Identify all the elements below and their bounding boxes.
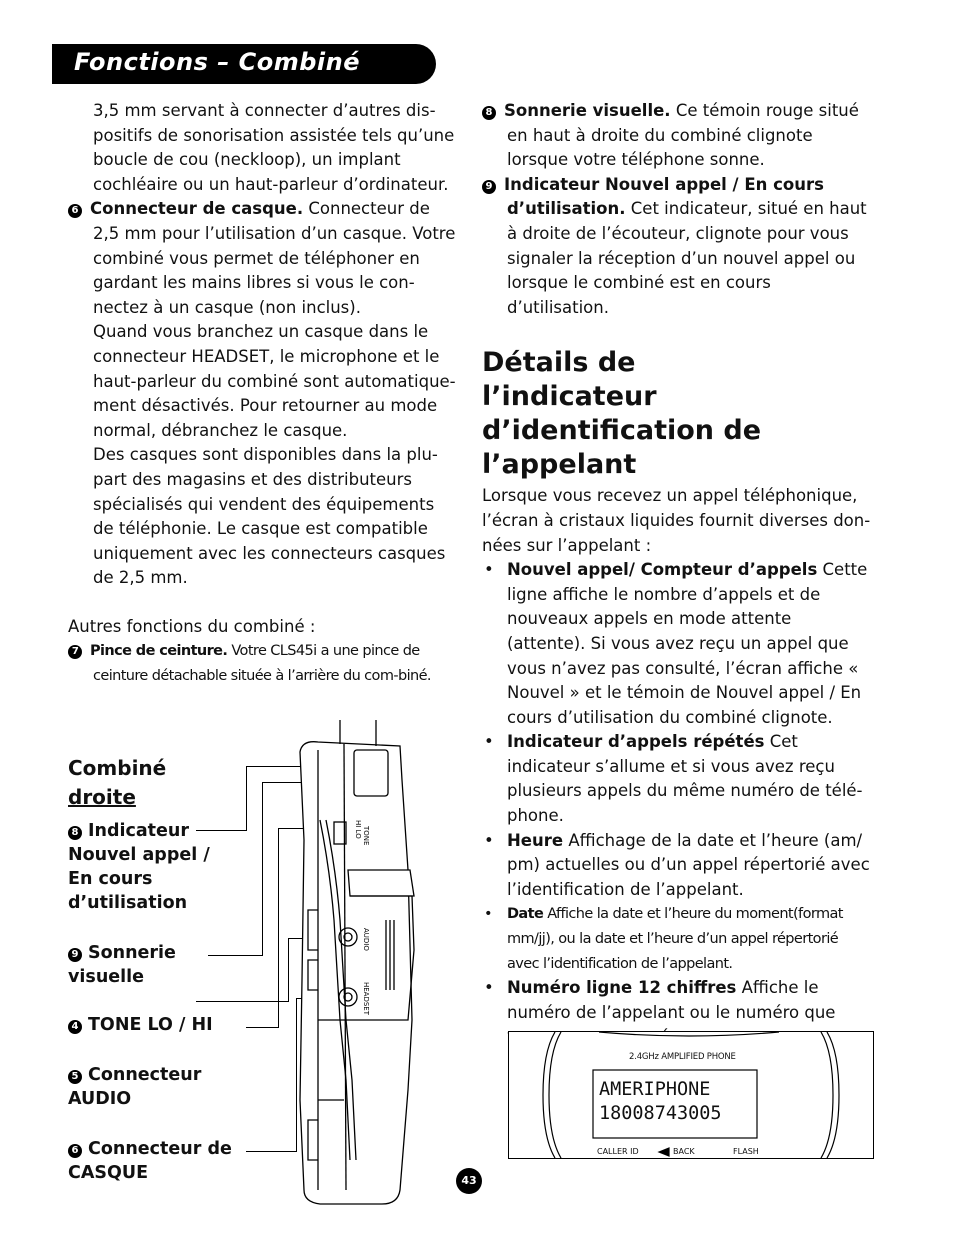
leader-line: [196, 830, 246, 831]
leader-line: [246, 766, 247, 831]
bullet-title: Indicateur d’appels répétés: [507, 732, 765, 752]
leader-line: [278, 828, 279, 1028]
number-badge: 9: [68, 948, 82, 962]
paragraph-audio-intro: 3,5 mm servant à connecter d’autres dis-positifs de sonorisation assistée tels qu’une boucle de cou (neckloop), un implant cochléaire ou un haut-parleur d’ordinateur.: [93, 101, 455, 194]
item-title: Connecteur de casque.: [90, 199, 304, 219]
bullet-text: Affiche le numéro de l’appelant ou le numéro que: [507, 978, 836, 1022]
number-badge: 6: [68, 204, 82, 218]
section-intro: Lorsque vous recevez un appel téléphonique, l’écran à cristaux liquides fournit diverses don-nées sur l’appelant :: [482, 486, 871, 555]
bullet-item: [482, 829, 874, 903]
item-text: Ce témoin rouge situé en haut à droite du combiné clignote lorsque votre téléphone sonne.: [507, 101, 859, 170]
bullet-title: Date: [507, 906, 544, 923]
label-headset-jack: [68, 1137, 248, 1185]
lcd-line-2: 18008743005: [599, 1103, 722, 1124]
bullet-text: Cette ligne affiche le nombre d’appels et de nouveaux appels en mode attente (attente). Si vous avez reçu un appel que vous n’avez pas consulté, l’écran affiche « Nouvel » et le témoin de Nouvel appel / En cours d’utilisation du combiné clignote.: [507, 560, 868, 727]
number-badge: 7: [68, 645, 82, 659]
bullet-item: [482, 730, 874, 828]
tone-text: TONE: [362, 826, 370, 846]
bullet-item: [482, 558, 874, 730]
bullet-title: Nouvel appel/ Compteur d’appels: [507, 560, 818, 580]
label-new-call-indicator: [68, 819, 228, 915]
item-text: Cet indicateur, situé en haut à droite de l’écouteur, clignote pour vous signaler la réception d’un nouvel appel ou lorsque le combiné est en cours d’utilisation.: [507, 199, 867, 317]
number-badge: 5: [68, 1070, 82, 1084]
label-text: Sonnerie visuelle: [68, 943, 176, 987]
headset-text: HEADSET: [362, 982, 370, 1016]
handset-side-illustration: [290, 720, 430, 1210]
section-title: Fonctions – Combiné: [74, 48, 360, 76]
bullet-text: Affiche la date et l’heure du moment(format mm/jj), ou la date et l’heure d’un appel répertorié avec l’identification de l’appelant.: [507, 906, 843, 972]
number-badge: 8: [482, 106, 496, 120]
number-badge: 8: [68, 826, 82, 840]
item-title: Sonnerie visuelle.: [504, 101, 671, 120]
item-visual-ringer: [482, 99, 874, 173]
item-text: Connecteur de 2,5 mm pour l’utilisation d’un casque. Votre combiné vous permet de téléphoner en gardant les mains libres si vous le con-nectez à un casque (non inclus).: [93, 199, 456, 317]
page-number: 43: [456, 1168, 482, 1194]
figure-heading: Combiné: [68, 756, 167, 780]
label-text: Indicateur Nouvel appel / En cours d’utilisation: [68, 821, 210, 913]
lcd-display-illustration: [508, 1031, 874, 1159]
paragraph-headset-auto: Quand vous branchez un casque dans le connecteur HEADSET, le microphone et le haut-parleur du combiné sont automatique-ment désactivés. Pour retourner au mode normal, débranchez le casque.: [93, 322, 456, 440]
section-heading: Détails de l’indicateur d’identification de l’appelant: [482, 347, 762, 481]
hilo-text: HI LO: [354, 820, 362, 839]
leader-line: [196, 1001, 288, 1002]
label-text: Connecteur de CASQUE: [68, 1139, 232, 1183]
figure-subheading: droite: [68, 785, 136, 809]
bullet-text: Affichage de la date et l’heure (am/ pm) actuelles ou d’un appel répertorié avec l’identification de l’appelant.: [507, 830, 870, 899]
leader-line: [208, 955, 262, 956]
lcd-button-caller-id: CALLER ID: [597, 1147, 639, 1156]
item-title: Indicateur Nouvel appel / En cours d’utilisation.: [504, 174, 824, 219]
label-text: Connecteur AUDIO: [68, 1065, 202, 1109]
item-new-call-indicator: [482, 173, 874, 321]
section-header: [52, 44, 436, 84]
item-text: Votre CLS45i a une pince de ceinture détachable située à l’arrière du com-biné.: [93, 643, 431, 685]
number-badge: 4: [68, 1020, 82, 1034]
label-tone-switch: [68, 1013, 248, 1037]
label-visual-ringer: [68, 941, 208, 989]
right-column: [482, 99, 874, 1050]
lcd-button-flash: FLASH: [733, 1147, 759, 1156]
leader-line: [246, 1151, 296, 1152]
number-badge: 6: [68, 1144, 82, 1158]
other-functions-label: Autres fonctions du combiné :: [68, 616, 316, 636]
lcd-brand-text: 2.4GHz AMPLIFIED PHONE: [629, 1052, 736, 1062]
item-belt-clip: [68, 639, 460, 688]
leader-line: [262, 782, 263, 956]
audio-text: AUDIO: [362, 928, 370, 951]
lcd-button-back: BACK: [673, 1147, 695, 1156]
label-audio-jack: [68, 1063, 228, 1111]
item-headset: [68, 197, 460, 320]
paragraph-headset-availability: Des casques sont disponibles dans la plu-part des magasins et des distributeurs spécialisés qui vendent des équipements de téléphonie. Le casque est compatible uniquement avec les connecteurs casques de 2,5 mm.: [93, 445, 446, 588]
bullet-item: [482, 902, 874, 976]
bullet-text: Cet indicateur s’allume et si vous avez reçu plusieurs appels du même numéro de télé-phone.: [507, 732, 863, 826]
left-column: [68, 99, 460, 689]
leader-line: [288, 938, 289, 1002]
label-text: TONE LO / HI: [88, 1015, 213, 1035]
number-badge: 9: [482, 180, 496, 194]
bullet-title: Heure: [507, 830, 564, 850]
item-title: Pince de ceinture.: [90, 643, 228, 660]
bullet-title: Numéro ligne 12 chiffres: [507, 978, 737, 998]
lcd-line-1: AMERIPHONE: [599, 1079, 711, 1100]
leader-line: [246, 1027, 278, 1028]
